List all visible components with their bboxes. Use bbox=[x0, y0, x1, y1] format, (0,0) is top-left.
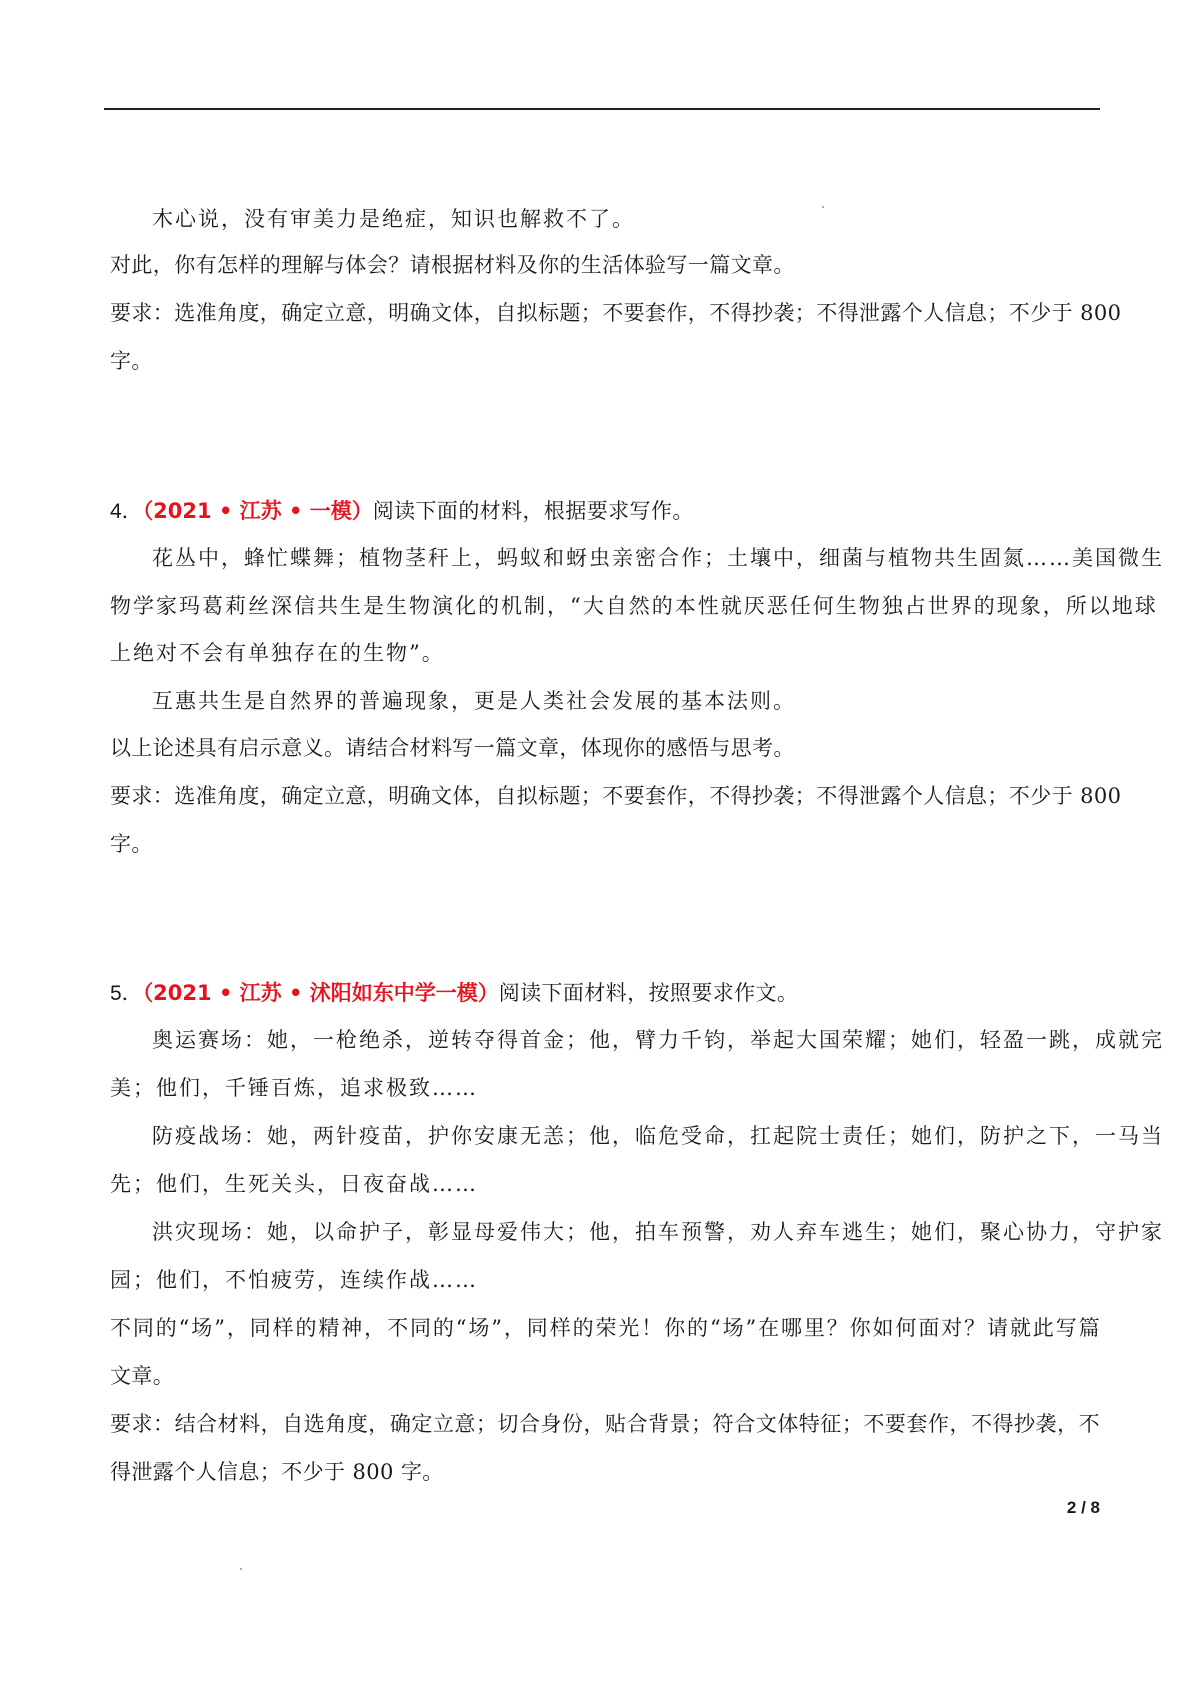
q5-epidemic-line1: 防疫战场：她，两针疫苗，护你安康无恙；他，临危受命，扛起院士责任；她们，防护之下，一马当 bbox=[152, 1124, 1164, 1148]
q5-number: 5． bbox=[110, 982, 143, 1005]
q5-prompt-line2: 文章。 bbox=[110, 1364, 175, 1388]
q4-material-line1: 花丛中，蜂忙蝶舞；植物茎秆上，蚂蚁和蚜虫亲密合作；土壤中，细菌与植物共生固氮……美国微生 bbox=[152, 546, 1164, 570]
block3-requirements-line1: 要求：选准角度，确定立意，明确文体，自拟标题；不要套作，不得抄袭；不得泄露个人信息；不少于 800 bbox=[110, 301, 1122, 325]
q5-flood-line2: 园；他们，不怕疲劳，连续作战…… bbox=[110, 1268, 478, 1292]
q5-instruction: 阅读下面材料，按照要求作文。 bbox=[498, 981, 799, 1005]
q4-heading bbox=[110, 496, 694, 527]
q5-epidemic-line2: 先；他们，生死关头，日夜奋战…… bbox=[110, 1172, 478, 1196]
scan-speck bbox=[240, 1568, 242, 1570]
q4-source: （2021 • 江苏 • 一模） bbox=[142, 499, 373, 523]
header-rule bbox=[104, 108, 1100, 110]
q5-requirements-line2: 得泄露个人信息；不少于 800 字。 bbox=[110, 1460, 444, 1484]
q5-prompt-line1: 不同的“场”，同样的精神，不同的“场”，同样的荣光！你的“场”在哪里？你如何面对？请就此写篇 bbox=[110, 1316, 1100, 1340]
block3-material: 木心说，没有审美力是绝症，知识也解救不了。 bbox=[152, 207, 635, 231]
q4-material-line3: 上绝对不会有单独存在的生物”。 bbox=[110, 641, 445, 665]
q4-material-line2: 物学家玛葛莉丝深信共生是生物演化的机制，“大自然的本性就厌恶任何生物独占世界的现象，所以地球 bbox=[110, 594, 1158, 618]
q5-source: （2021 • 江苏 • 沭阳如东中学一模） bbox=[142, 981, 499, 1005]
q5-heading bbox=[110, 978, 798, 1009]
block3-requirements-line2: 字。 bbox=[110, 349, 153, 373]
q5-olympics-line2: 美；他们，千锤百炼，追求极致…… bbox=[110, 1076, 478, 1100]
q4-requirements-line1: 要求：选准角度，确定立意，明确文体，自拟标题；不要套作，不得抄袭；不得泄露个人信息；不少于 800 bbox=[110, 784, 1122, 808]
q4-number: 4． bbox=[110, 500, 143, 523]
q4-requirements-line2: 字。 bbox=[110, 832, 153, 856]
q5-flood-line1: 洪灾现场：她，以命护子，彰显母爱伟大；他，拍车预警，劝人弃车逃生；她们，聚心协力，守护家 bbox=[152, 1220, 1164, 1244]
q4-prompt: 以上论述具有启示意义。请结合材料写一篇文章，体现你的感悟与思考。 bbox=[110, 736, 795, 760]
q5-requirements-line1: 要求：结合材料，自选角度，确定立意；切合身份，贴合背景；符合文体特征；不要套作，不得抄袭，不 bbox=[110, 1412, 1100, 1436]
block3-prompt: 对此，你有怎样的理解与体会？请根据材料及你的生活体验写一篇文章。 bbox=[110, 253, 795, 277]
scan-speck bbox=[822, 206, 824, 208]
q4-material-para2: 互惠共生是自然界的普遍现象，更是人类社会发展的基本法则。 bbox=[152, 689, 796, 713]
q5-olympics-line1: 奥运赛场：她，一枪绝杀，逆转夺得首金；他，臂力千钧，举起大国荣耀；她们，轻盈一跳，成就完 bbox=[152, 1028, 1164, 1052]
page-number: 2 / 8 bbox=[1066, 1498, 1100, 1517]
q4-instruction: 阅读下面的材料，根据要求写作。 bbox=[372, 499, 694, 523]
